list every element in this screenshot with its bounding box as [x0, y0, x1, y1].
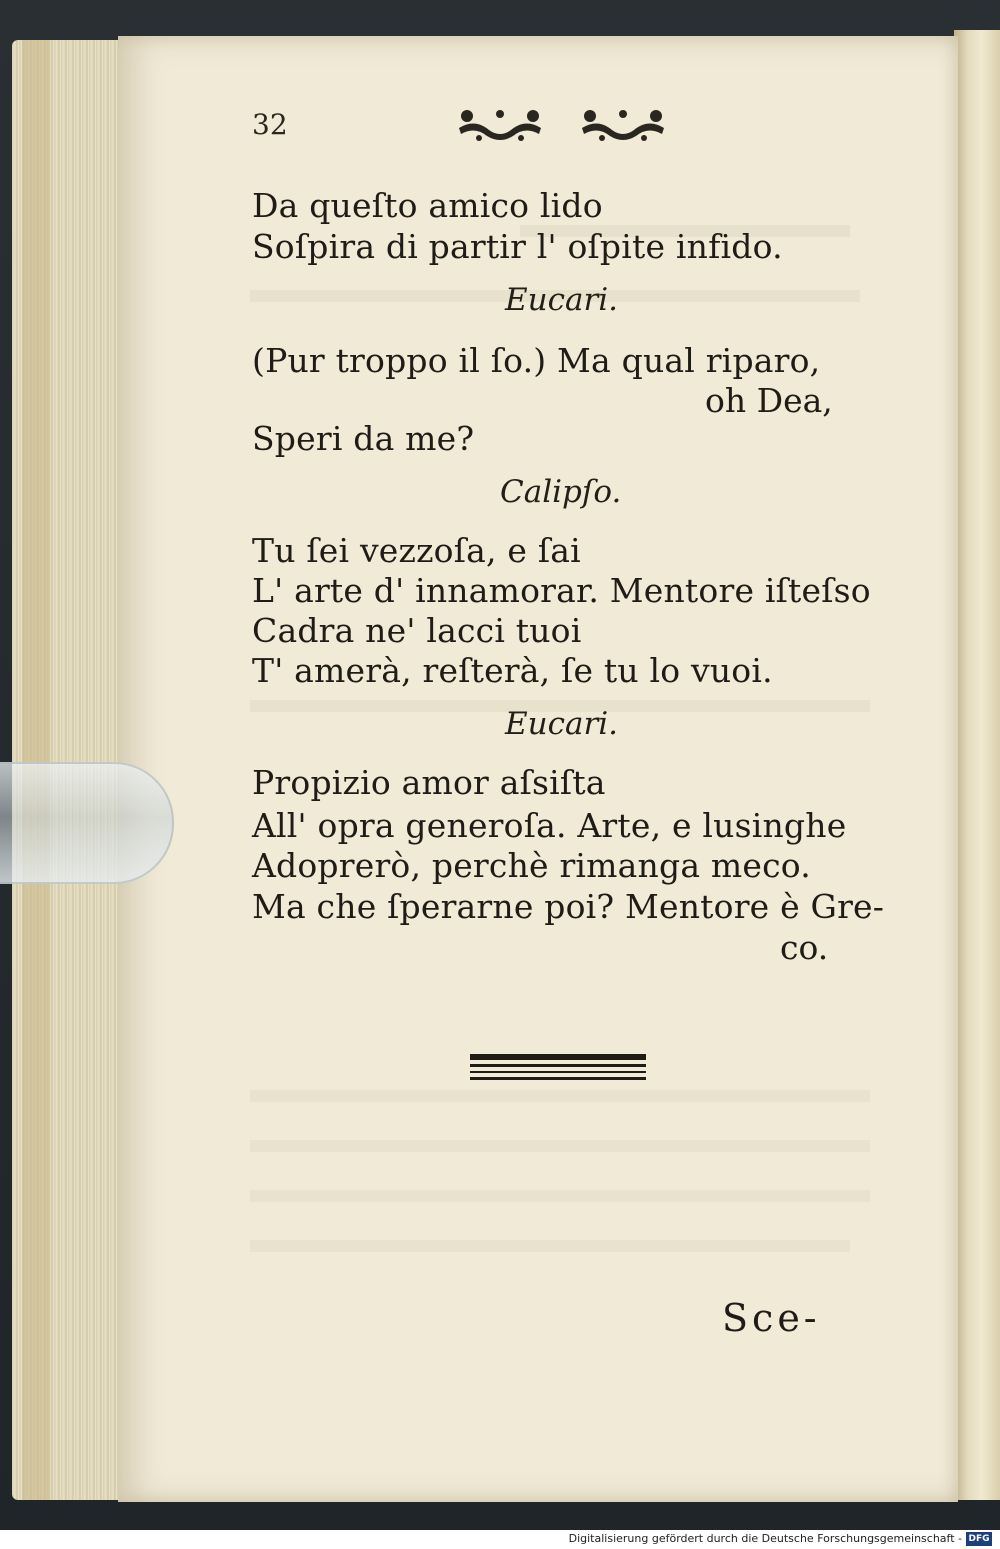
verse-line: L' arte d' innamorar. Mentore iſteſso	[252, 571, 871, 610]
catchword: Sce-	[722, 1296, 821, 1340]
verse-line: T' amerà, reſterà, ſe tu lo vuoi.	[252, 651, 773, 690]
verse-line: Soſpira di partir l' oſpite infido.	[252, 227, 783, 266]
verse-line: Cadra ne' lacci tuoi	[252, 611, 582, 650]
digitization-credit: Digitalisierung gefördert durch die Deutsche Forschungsgemeinschaft -	[568, 1532, 962, 1545]
next-page-edge	[954, 30, 1000, 1500]
verse-line: Tu ſei vezzoſa, e ſai	[252, 531, 581, 570]
verse-line: Da queſto amico lido	[252, 186, 603, 225]
verse-line: Adoprerò, perchè rimanga meco.	[252, 846, 811, 885]
verse-line: All' opra generoſa. Arte, e lusinghe	[252, 806, 847, 845]
verse-line: (Pur troppo il ſo.) Ma qual riparo,	[252, 341, 821, 380]
page-number: 32	[252, 108, 288, 141]
ornament-icon	[455, 104, 545, 144]
speaker-name: Eucari.	[505, 282, 619, 318]
verse-line: Speri da me?	[252, 419, 475, 458]
verse-line: Propizio amor aſsiſta	[252, 763, 606, 802]
verse-line: Ma che ſperarne poi? Mentore è Gre-	[252, 887, 885, 926]
speaker-name: Calipſo.	[500, 474, 622, 510]
speaker-name: Eucari.	[505, 706, 619, 742]
verse-runover: oh Dea,	[705, 381, 833, 420]
page-clip	[0, 762, 174, 884]
verse-runover: co.	[780, 928, 829, 967]
ornament-icon	[578, 104, 668, 144]
dfg-logo: DFG	[966, 1532, 992, 1546]
